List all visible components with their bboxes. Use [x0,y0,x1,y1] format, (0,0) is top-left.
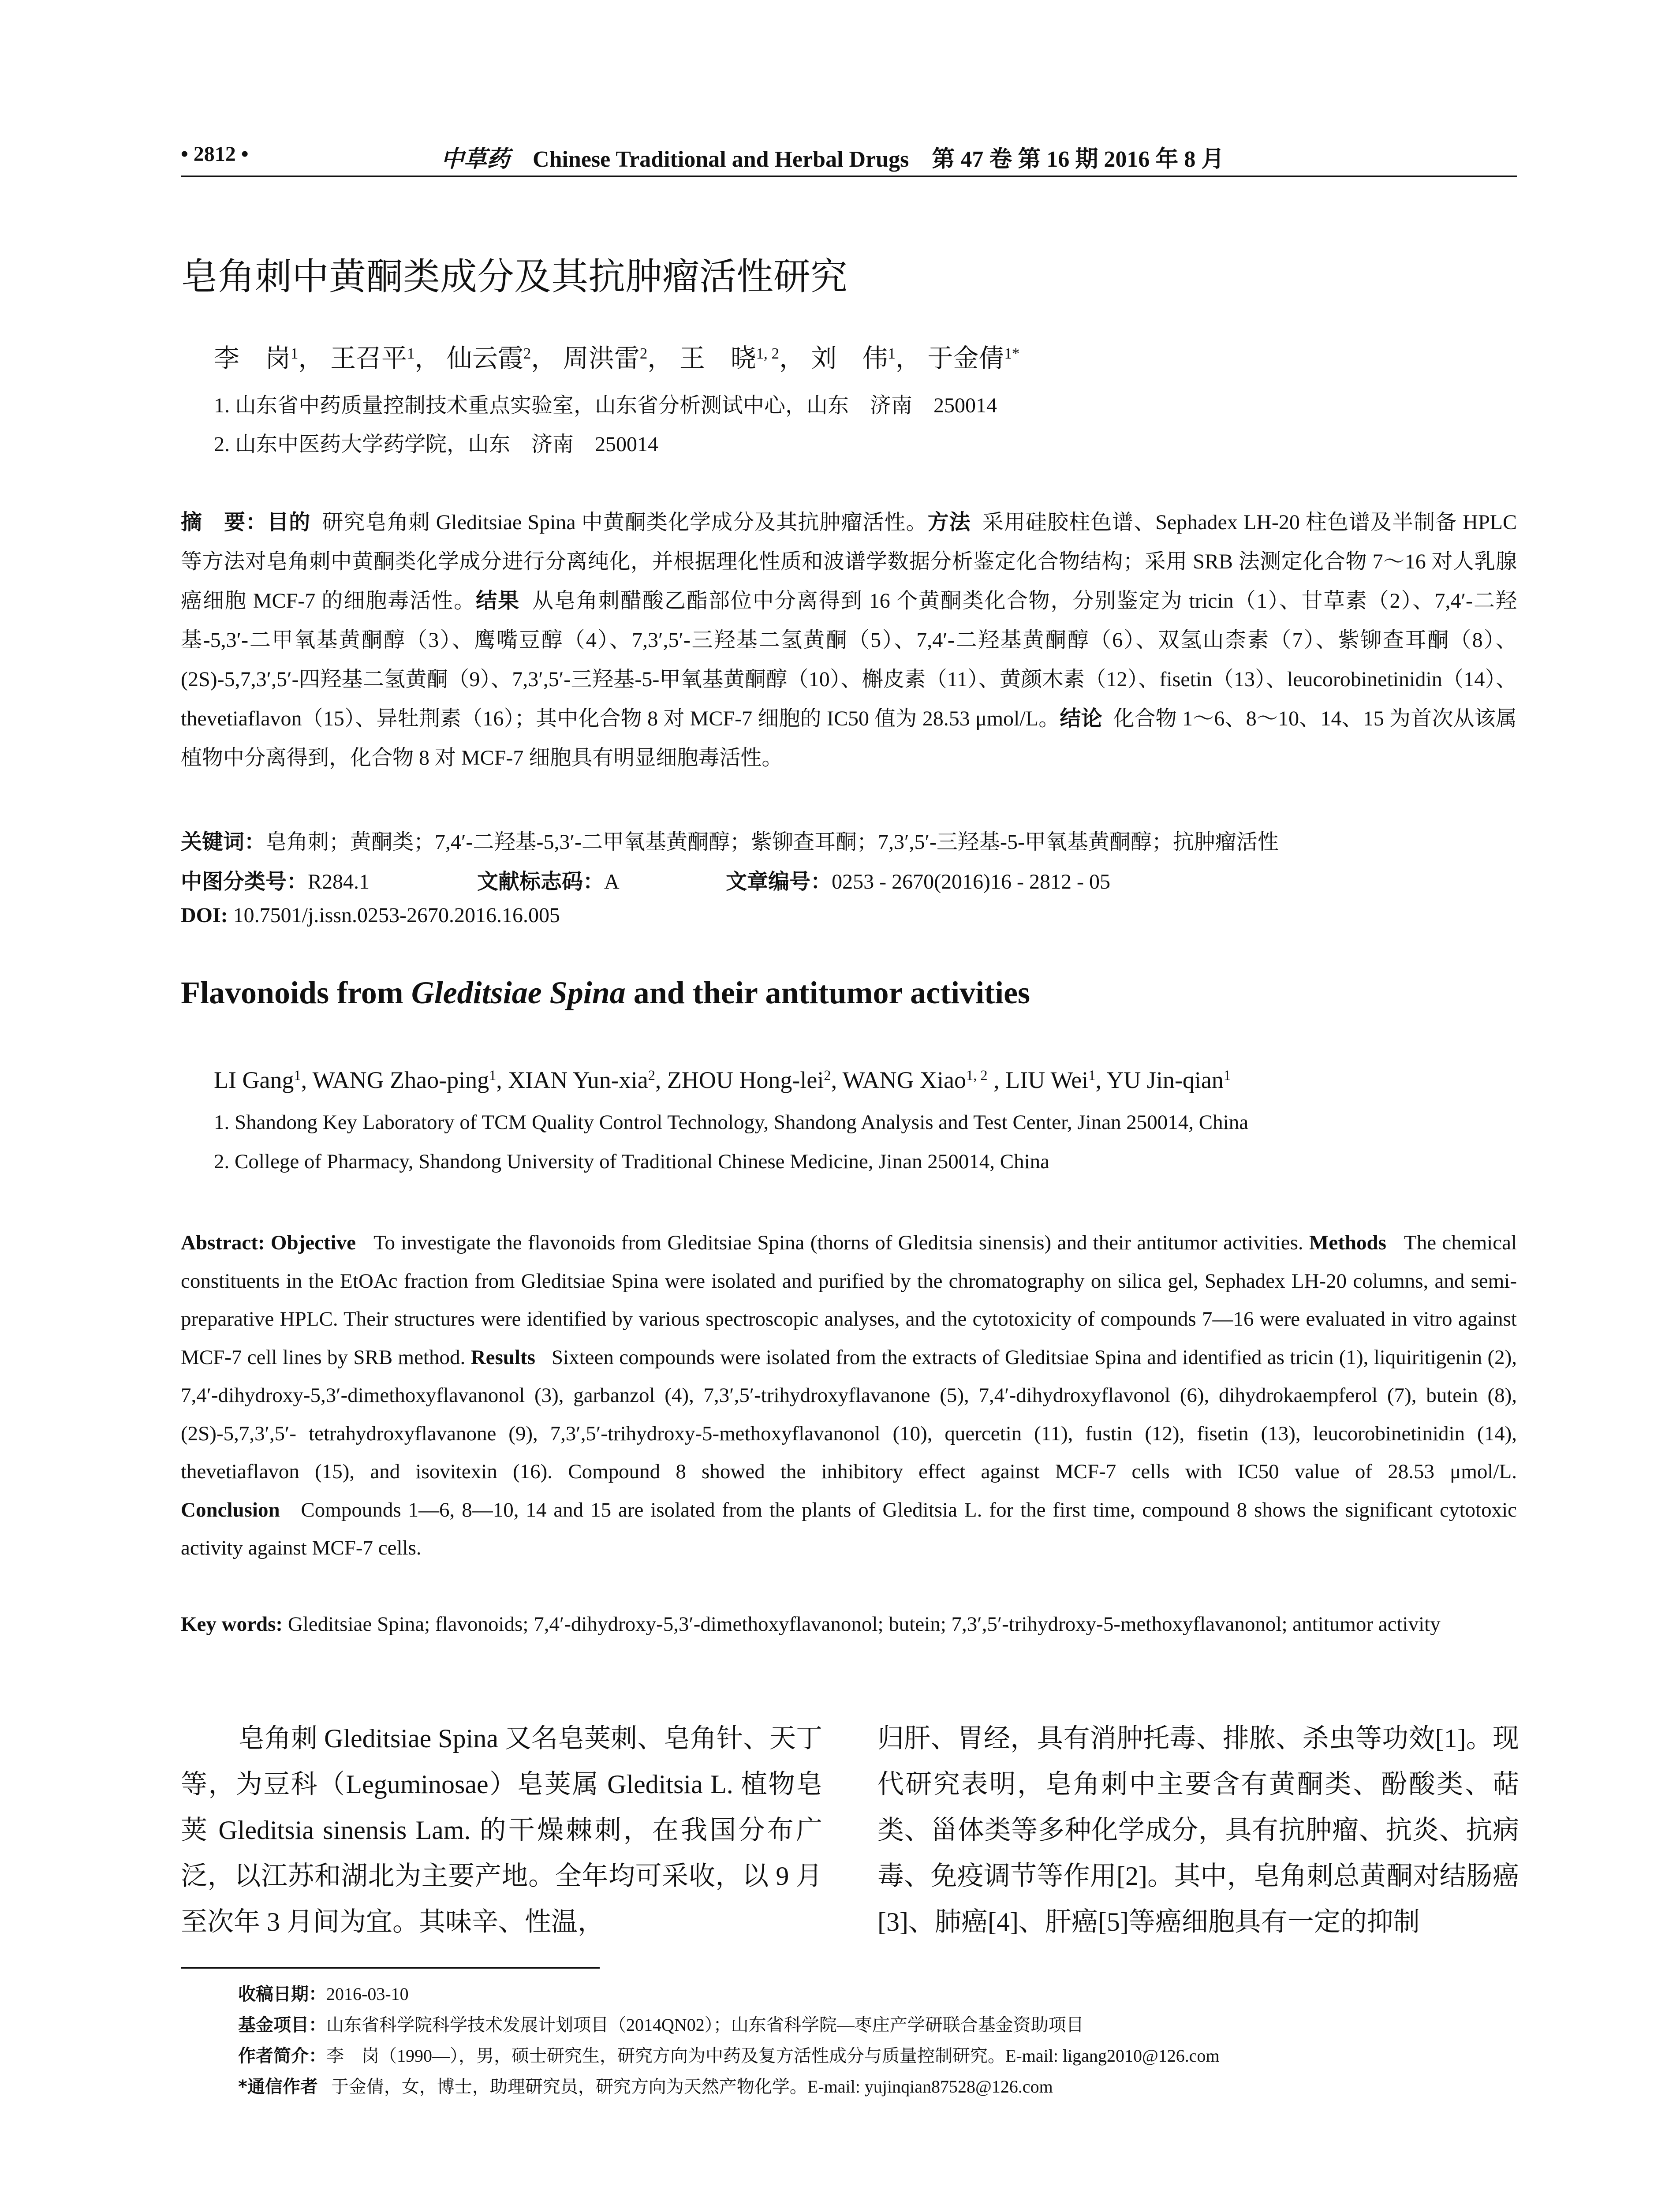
author-cn: 李 岗 [214,344,291,373]
footnote-rule [181,1967,600,1969]
author-cn: 刘 伟 [811,344,888,373]
body-left-column: 皂角刺 Gleditsiae Spina 又名皂荚刺、皂角针、天丁等，为豆科（Leguminosae）皂荚属 Gleditsia L. 植物皂荚 Gleditsia sinensis Lam. 的干燥棘刺，在我国分布广泛，以江苏和湖北为主要产地。全年均可采收，以 9 月至次年 3 月间为宜。其味辛、性温， [181,1724,822,1936]
author-cn: 王 晓 [679,344,756,373]
journal-name-cn: 中草药 [441,146,510,172]
abstract-en: Abstract: Objective To investigate the flavonoids from Gleditsiae Spina (thorns of Gleditsia sinensis) and their antitumor activities. Methods The chemical constituents in the EtOAc fraction from Gleditsiae Spina were isolated and purified by the chromatography on silica gel, Sephadex LH-20 columns, and semi-preparative HPLC. Their structures were identified by various spectroscopic analyses, and the cytotoxicity of compounds 7—16 were evaluated in vitro against MCF-7 cell lines by SRB method. Results Sixteen compounds were isolated from the extracts of Gleditsiae Spina and identified as tricin (1), liquiritigenin (2), 7,4′-dihydroxy-5,3′-dimethoxyflavanonol (3), garbanzol (4), 7,3′,5′-trihydroxyflavanone (5), 7,4′-dihydroxyflavonol (6), dihydrokaempferol (7), butein (8), (2S)-5,7,3′,5′- tetrahydroxyflavanone (9), 7,3′,5′-trihydroxy-5-methoxyflavanonol (10), quercetin (11), fustin (12), fisetin (13), leucorobinetinidin (14), thevetiaflavon (15), and isovitexin (16). Compound 8 showed the inhibitory effect against MCF-7 cells with IC50 value of 28.53 μmol/L. Conclusion Compounds 1—6, 8—10, 14 and 15 are isolated from the plants of Gleditsia L. for the first time, compound 8 shows the significant cytotoxic activity against MCF-7 cells. [181,1231,1517,1559]
abstract-cn: 摘 要：目的 研究皂角刺 Gleditsiae Spina 中黄酮类化学成分及其抗肿瘤活性。方法 采用硅胶柱色谱、Sephadex LH-20 柱色谱及半制备 HPLC 等方法对皂角刺中黄酮类化学成分进行分离纯化，并根据理化性质和波谱学数据分析鉴定化合物结构；采用 SRB 法测定化合物 7～16 对人乳腺癌细胞 MCF-7 的细胞毒活性。结果 从皂角刺醋酸乙酯部位中分离得到 16 个黄酮类化合物，分别鉴定为 tricin（1）、甘草素（2）、7,4′-二羟基-5,3′-二甲氧基黄酮醇（3）、鹰嘴豆醇（4）、7,3′,5′-三羟基二氢黄酮（5）、7,4′-二羟基黄酮醇（6）、双氢山柰素（7）、紫铆查耳酮（8）、(2S)-5,7,3′,5′-四羟基二氢黄酮（9）、7,3′,5′-三羟基-5-甲氧基黄酮醇（10）、槲皮素（11）、黄颜木素（12）、fisetin（13）、leucorobinetinidin（14）、thevetiaflavon（15）、异牡荆素（16）；其中化合物 8 对 MCF-7 细胞的 IC50 值为 28.53 μmol/L。结论 化合物 1～6、8～10、14、15 为首次从该属植物中分离得到，化合物 8 对 MCF-7 细胞具有明显细胞毒活性。 [181,510,1517,770]
footnote-author: 作者简介：李 岗（1990—），男，硕士研究生，研究方向为中药及复方活性成分与质量控制研究。E-mail: ligang2010@126.com [238,2046,1220,2066]
affiliation-en-2: 2. College of Pharmacy, Shandong University of Traditional Chinese Medicine, Jinan 250014, China [214,1150,1049,1173]
title-en: Flavonoids from Gleditsiae Spina and their antitumor activities [181,975,1030,1010]
doi-line: DOI: 10.7501/j.issn.0253-2670.2016.16.005 [181,904,560,927]
authors-en: LI Gang$^1$, WANG Zhao-ping$^1$, XIAN Yun-xia$^2$, ZHOU Hong-lei$^2$, WANG Xiao$^{1, 2}$ , LIU Wei$^1$, YU Jin-qian$^1$ [214,1067,1231,1093]
journal-name-en: Chinese Traditional and Herbal Drugs [533,147,909,172]
page-number: • 2812 • [181,142,249,166]
keywords-cn: 关键词：皂角刺；黄酮类；7,4′-二羟基-5,3′-二甲氧基黄酮醇；紫铆查耳酮；7,3′,5′-三羟基-5-甲氧基黄酮醇；抗肿瘤活性 [181,830,1279,854]
affiliation-cn-2: 2. 山东中医药大学药学院，山东 济南 250014 [214,433,659,456]
header-rule [181,176,1517,177]
footnote-fund: 基金项目：山东省科学院科学技术发展计划项目（2014QN02）；山东省科学院—枣庄产学研联合基金资助项目 [238,2015,1084,2035]
title-cn: 皂角刺中黄酮类成分及其抗肿瘤活性研究 [181,255,848,298]
affiliation-cn-1: 1. 山东省中药质量控制技术重点实验室，山东省分析测试中心，山东 济南 250014 [214,394,997,417]
authors-cn: 李 岗$^1$， 王召平$^1$， 仙云霞$^2$， 周洪雷$^2$， 王 晓$^{1, 2}$， 刘 伟$^1$， 于金倩$^{1*}$ [214,344,1020,373]
footnote-received: 收稿日期：2016-03-10 [238,1984,409,2004]
author-cn: 于金倩 [927,344,1004,373]
author-cn: 仙云霞 [446,344,523,373]
body-right-column: 归肝、胃经，具有消肿托毒、排脓、杀虫等功效[1]。现代研究表明，皂角刺中主要含有黄酮类、酚酸类、萜类、甾体类等多种化学成分，具有抗肿瘤、抗炎、抗病毒、免疫调节等作用[2]。其中，皂角刺总黄酮对结肠癌[3]、肺癌[4]、肝癌[5]等癌细胞具有一定的抑制 [877,1724,1519,1936]
affiliation-en-1: 1. Shandong Key Laboratory of TCM Quality Control Technology, Shandong Analysis and Test Center, Jinan 250014, China [214,1111,1249,1134]
keywords-en: Key words: Gleditsiae Spina; flavonoids; 7,4′-dihydroxy-5,3′-dimethoxyflavanonol; butein; 7,3′,5′-trihydroxy-5-methoxyflavanonol; antitumor activity [181,1613,1441,1636]
running-header [441,140,1224,173]
author-cn: 周洪雷 [563,344,640,373]
classification-line: 中图分类号：R284.1 文献标志码：A 文章编号：0253 - 2670(2016)16 - 2812 - 05 [181,869,1110,894]
footnote-corresponding: *通信作者 于金倩，女，博士，助理研究员，研究方向为天然产物化学。E-mail: yujinqian87528@126.com [238,2077,1053,2097]
author-cn: 王召平 [330,344,407,373]
journal-issue: 第 47 卷 第 16 期 2016 年 8 月 [932,147,1225,172]
